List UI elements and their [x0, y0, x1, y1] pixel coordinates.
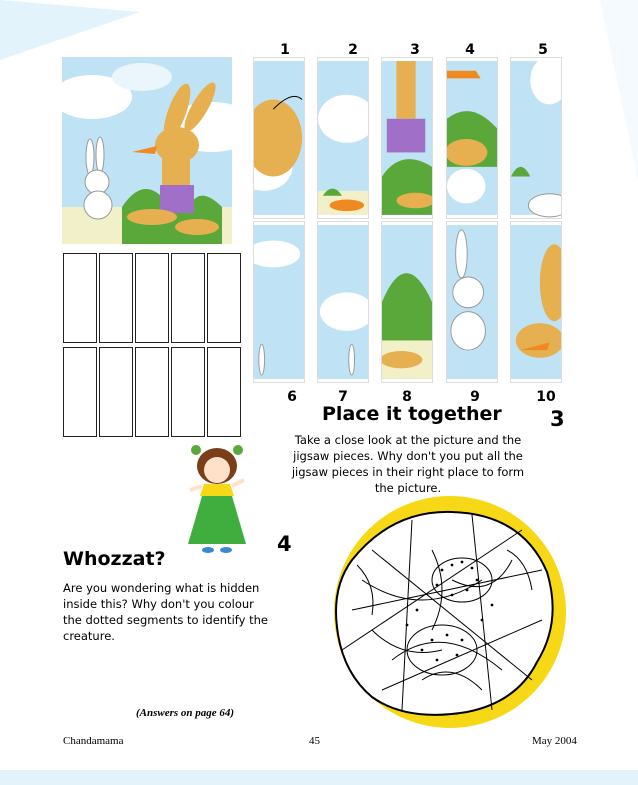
answer-slot-10[interactable] — [207, 347, 241, 437]
answer-slot-5[interactable] — [207, 253, 241, 343]
piece-number-9: 9 — [470, 389, 480, 405]
piece-number-10: 10 — [536, 389, 556, 405]
footer-page-number: 45 — [309, 735, 320, 747]
answer-slot-2[interactable] — [99, 253, 133, 343]
jigsaw-piece-3[interactable] — [381, 57, 433, 219]
rabbit-picture — [62, 57, 232, 244]
answer-slot-1[interactable] — [63, 253, 97, 343]
jigsaw-piece-7[interactable] — [317, 221, 369, 383]
jigsaw-piece-9[interactable] — [446, 221, 498, 383]
piece-number-3: 3 — [410, 42, 420, 58]
answer-slot-3[interactable] — [135, 253, 169, 343]
puzzle-3-number: 3 — [550, 407, 565, 431]
footer-magazine: Chandamama — [63, 735, 124, 747]
piece-number-4: 4 — [465, 42, 475, 58]
piece-number-7: 7 — [338, 389, 348, 405]
jigsaw-piece-5[interactable] — [510, 57, 562, 219]
puzzle-4-number: 4 — [277, 532, 292, 556]
puzzle-4-instructions: Are you wondering what is hidden inside this? Why don't you colour the dotted segments to identify the creature. — [63, 581, 268, 643]
girl-illustration — [182, 440, 252, 558]
answer-slot-7[interactable] — [99, 347, 133, 437]
piece-number-2: 2 — [348, 42, 358, 58]
jigsaw-piece-10[interactable] — [510, 221, 562, 383]
puzzle-3-title: Place it together — [322, 403, 502, 425]
jigsaw-piece-1[interactable] — [253, 57, 305, 219]
jigsaw-piece-6[interactable] — [253, 221, 305, 383]
answer-slot-4[interactable] — [171, 253, 205, 343]
piece-number-8: 8 — [402, 389, 412, 405]
answer-slot-6[interactable] — [63, 347, 97, 437]
answers-note: (Answers on page 64) — [136, 707, 235, 719]
piece-number-6: 6 — [287, 389, 297, 405]
footer-date: May 2004 — [532, 735, 577, 747]
answer-slot-8[interactable] — [135, 347, 169, 437]
jigsaw-piece-2[interactable] — [317, 57, 369, 219]
whozzat-puzzle-graphic[interactable] — [312, 490, 582, 730]
answer-slot-9[interactable] — [171, 347, 205, 437]
piece-number-1: 1 — [280, 42, 290, 58]
jigsaw-piece-8[interactable] — [381, 221, 433, 383]
piece-number-5: 5 — [538, 42, 548, 58]
jigsaw-piece-4[interactable] — [446, 57, 498, 219]
puzzle-4-title: Whozzat? — [63, 548, 166, 570]
puzzle-3-instructions: Take a close look at the picture and the jigsaw pieces. Why don't you put all the jigsaw pieces in their right place to form the picture. — [291, 433, 525, 495]
